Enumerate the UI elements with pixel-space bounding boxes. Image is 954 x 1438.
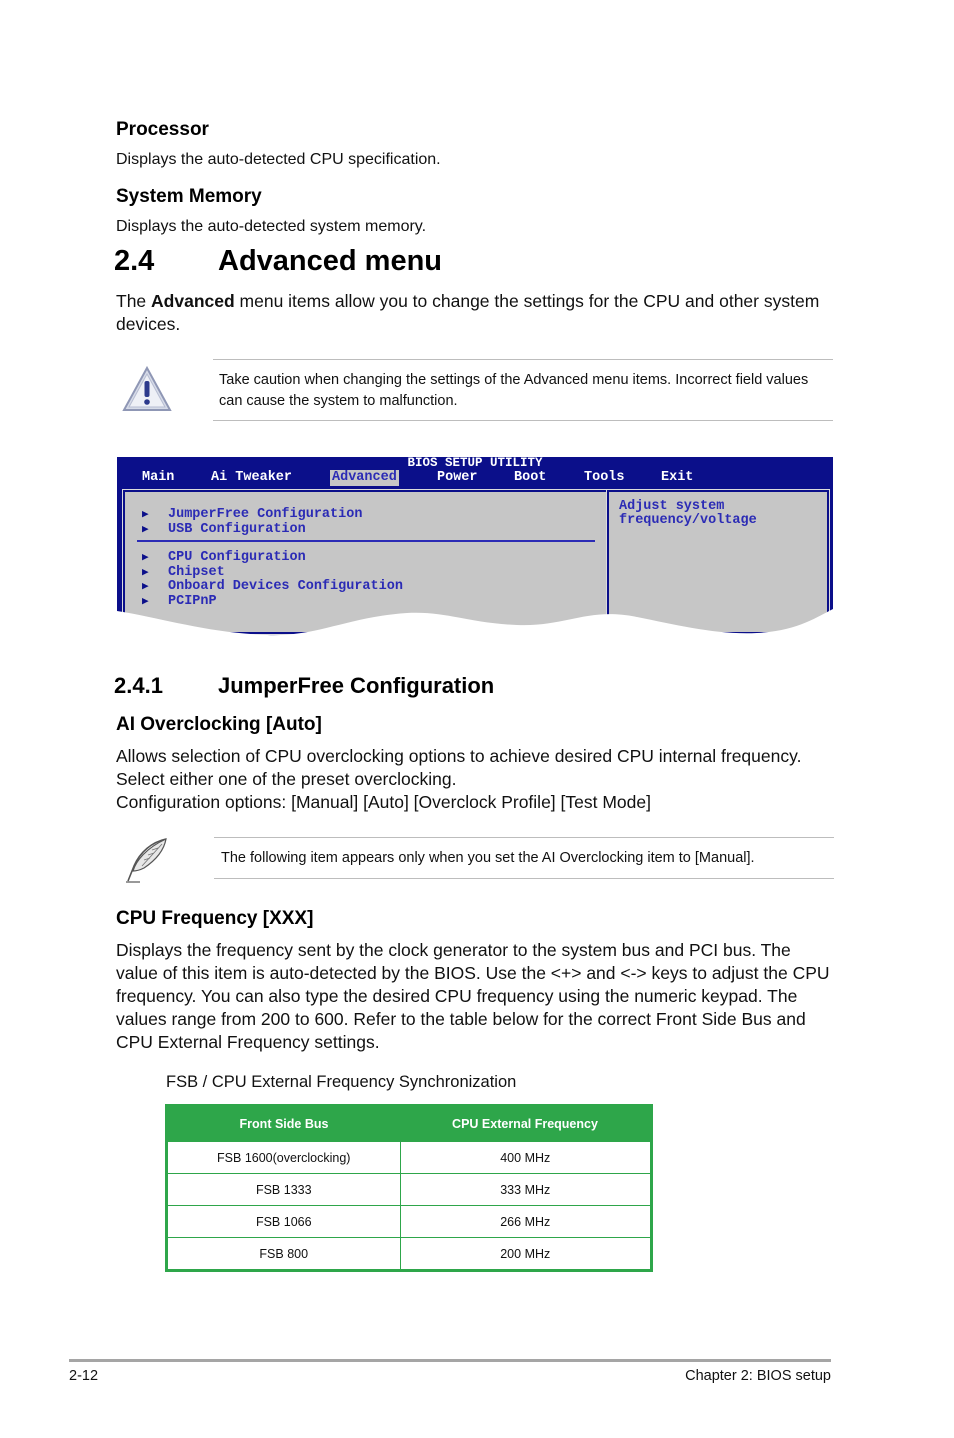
- torn-edge-decoration: [117, 457, 833, 637]
- bios-item-pcipnp[interactable]: ▶ PCIPnP: [142, 594, 217, 609]
- cpu-frequency-heading: CPU Frequency [XXX]: [116, 908, 314, 929]
- ai-overclocking-heading: AI Overclocking [Auto]: [116, 714, 322, 735]
- triangle-right-icon: ▶: [142, 524, 149, 536]
- table-header-cpu-freq: CPU External Frequency: [400, 1106, 652, 1142]
- info-note-text: The following item appears only when you set the AI Overclocking item to [Manual].: [221, 850, 755, 866]
- triangle-right-icon: ▶: [142, 596, 149, 608]
- table-row: [167, 1238, 652, 1271]
- bios-menu-tools[interactable]: Tools: [584, 470, 625, 485]
- table-cell-freq: 333 MHz: [400, 1174, 652, 1206]
- bios-screen: [117, 457, 833, 637]
- footer-chapter: Chapter 2: BIOS setup: [685, 1368, 831, 1384]
- bios-menu-boot[interactable]: Boot: [514, 470, 547, 485]
- bios-menu-exit[interactable]: Exit: [661, 470, 694, 485]
- triangle-right-icon: ▶: [142, 552, 149, 564]
- system-memory-description: Displays the auto-detected system memory.: [116, 218, 427, 235]
- table-row: [167, 1206, 652, 1238]
- subsection-number: 2.4.1: [114, 673, 163, 698]
- warning-triangle-icon: [120, 364, 174, 419]
- feather-pen-icon: [122, 836, 172, 889]
- table-cell-fsb: FSB 1066: [167, 1206, 401, 1238]
- table-header-fsb: Front Side Bus: [167, 1106, 401, 1142]
- table-cell-freq: 200 MHz: [400, 1238, 652, 1271]
- triangle-right-icon: ▶: [142, 567, 149, 579]
- bios-menu-power[interactable]: Power: [437, 470, 478, 485]
- processor-heading: Processor: [116, 119, 209, 140]
- section-title: Advanced menu: [218, 245, 442, 277]
- section-number: 2.4: [114, 245, 155, 277]
- table-cell-freq: 266 MHz: [400, 1206, 652, 1238]
- bios-item-onboard[interactable]: ▶ Onboard Devices Configuration: [142, 579, 403, 594]
- bios-item-cpu[interactable]: ▶ CPU Configuration: [142, 550, 306, 565]
- caution-note: [213, 359, 833, 421]
- bios-title: BIOS SETUP UTILITY: [407, 457, 543, 470]
- system-memory-heading: System Memory: [116, 186, 262, 207]
- processor-description: Displays the auto-detected CPU specification.: [116, 151, 441, 168]
- ai-overclocking-description: Allows selection of CPU overclocking options to achieve desired CPU internal frequency. Select either one of the preset overclocking. Configuration options: [Manual] [Auto] [Overclock Profile] [Test Mode]: [116, 746, 802, 812]
- subsection-title: JumperFree Configuration: [218, 673, 495, 698]
- cpu-frequency-description: Displays the frequency sent by the clock generator to the system bus and PCI bus. The value of this item is auto-detected by the BIOS. Use the <+> and <-> keys to adjust the CPU frequency. You can also type the desired CPU frequency using the numeric keypad. The values range from 200 to 600. Refer to the table below for the correct Front Side Bus and CPU External Frequency settings.: [116, 940, 830, 1052]
- info-note: [214, 837, 834, 879]
- bios-menu-advanced[interactable]: Advanced: [332, 470, 397, 485]
- bios-help-text: Adjust system frequency/voltage: [619, 499, 757, 528]
- bios-menu-main[interactable]: Main: [142, 470, 175, 485]
- table-cell-freq: 400 MHz: [400, 1142, 652, 1174]
- caution-note-text: Take caution when changing the settings of the Advanced menu items. Incorrect field values can cause the system to malfunction.: [219, 372, 809, 409]
- section-intro: The Advanced menu items allow you to change the settings for the CPU and other system devices.: [116, 291, 820, 334]
- bios-item-usb[interactable]: ▶ USB Configuration: [142, 522, 306, 537]
- bios-menu-ai-tweaker[interactable]: Ai Tweaker: [211, 470, 293, 485]
- table-caption: FSB / CPU External Frequency Synchronization: [166, 1073, 517, 1091]
- bios-item-chipset[interactable]: ▶ Chipset: [142, 565, 225, 580]
- table-row: [167, 1174, 652, 1206]
- triangle-right-icon: ▶: [142, 581, 149, 593]
- table-cell-fsb: FSB 1333: [167, 1174, 401, 1206]
- bios-item-jumperfree[interactable]: ▶ JumperFree Configuration: [142, 507, 363, 522]
- footer-divider: [69, 1359, 831, 1362]
- triangle-right-icon: ▶: [142, 509, 149, 521]
- intro-bold-word: Advanced: [151, 291, 235, 311]
- footer-page-number: 2-12: [69, 1368, 99, 1384]
- table-row: [167, 1142, 652, 1174]
- table-cell-fsb: FSB 1600(overclocking): [167, 1142, 401, 1174]
- fsb-frequency-table: [165, 1104, 653, 1272]
- table-cell-fsb: FSB 800: [167, 1238, 401, 1271]
